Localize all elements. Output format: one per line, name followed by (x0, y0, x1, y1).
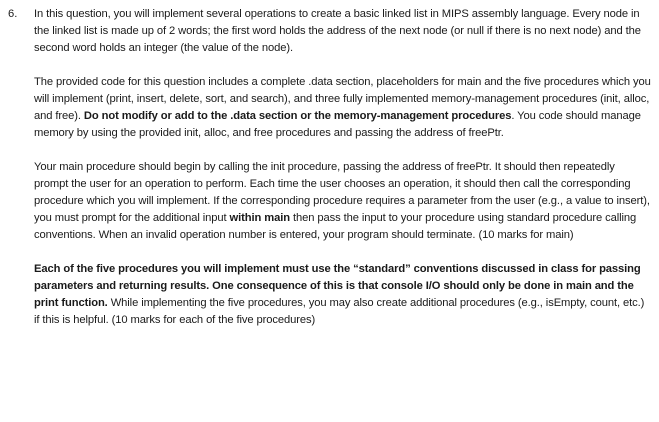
paragraph-provided-code (34, 74, 652, 142)
bold-text-segment: Each of the five procedures you will implement must use the “standard” conventions discussed in class for passing parameters and returning results. One consequence of this is that console I/O should only be done in main and the print function. (34, 263, 641, 309)
text-segment: . You code should manage memory by using the provided init, alloc, and free procedures and passing the address of freePtr. (34, 110, 641, 139)
text-segment: In this question, you will implement several operations to create a basic linked list in MIPS assembly language. Every node in the linked list is made up of 2 words; the first word holds the address of the next node (or null if there is no next node) and the second word holds an integer (the value of the node). (34, 8, 641, 54)
question-number: 6. (8, 8, 18, 20)
bold-text-segment: Do not modify or add to the .data section or the memory-management procedures (83, 110, 512, 122)
text-segment: The provided code for this question includes a complete .data section, placeholders for main and the five procedures which you will implement (print, insert, delete, sort, and search), and three fully implemented memory-management procedures (init, alloc, and free). (34, 76, 651, 122)
text-segment: then pass the input to your procedure using standard procedure calling conventions. When an invalid operation number is entered, your program should terminate. (10 marks for main) (34, 212, 637, 241)
paragraph-main-procedure (34, 159, 652, 244)
text-segment: While implementing the five procedures, you may also create additional procedures (e.g., isEmpty, count, etc.) if this is helpful. (10 marks for each of the five procedures) (34, 297, 645, 326)
paragraph-linked-list-intro (34, 6, 652, 57)
paragraph-calling-conventions (34, 261, 652, 329)
bold-text-segment: within main (229, 212, 290, 224)
text-segment: Your main procedure should begin by calling the init procedure, passing the address of freePtr. It should then repeatedly prompt the user for an operation to perform. Each time the user chooses an operation, it should then call the corresponding procedure which you will implement. If the corresponding procedure requires a parameter from the user (e.g., a value to insert), you must prompt for the additional input (34, 161, 650, 224)
question-body (34, 6, 652, 346)
